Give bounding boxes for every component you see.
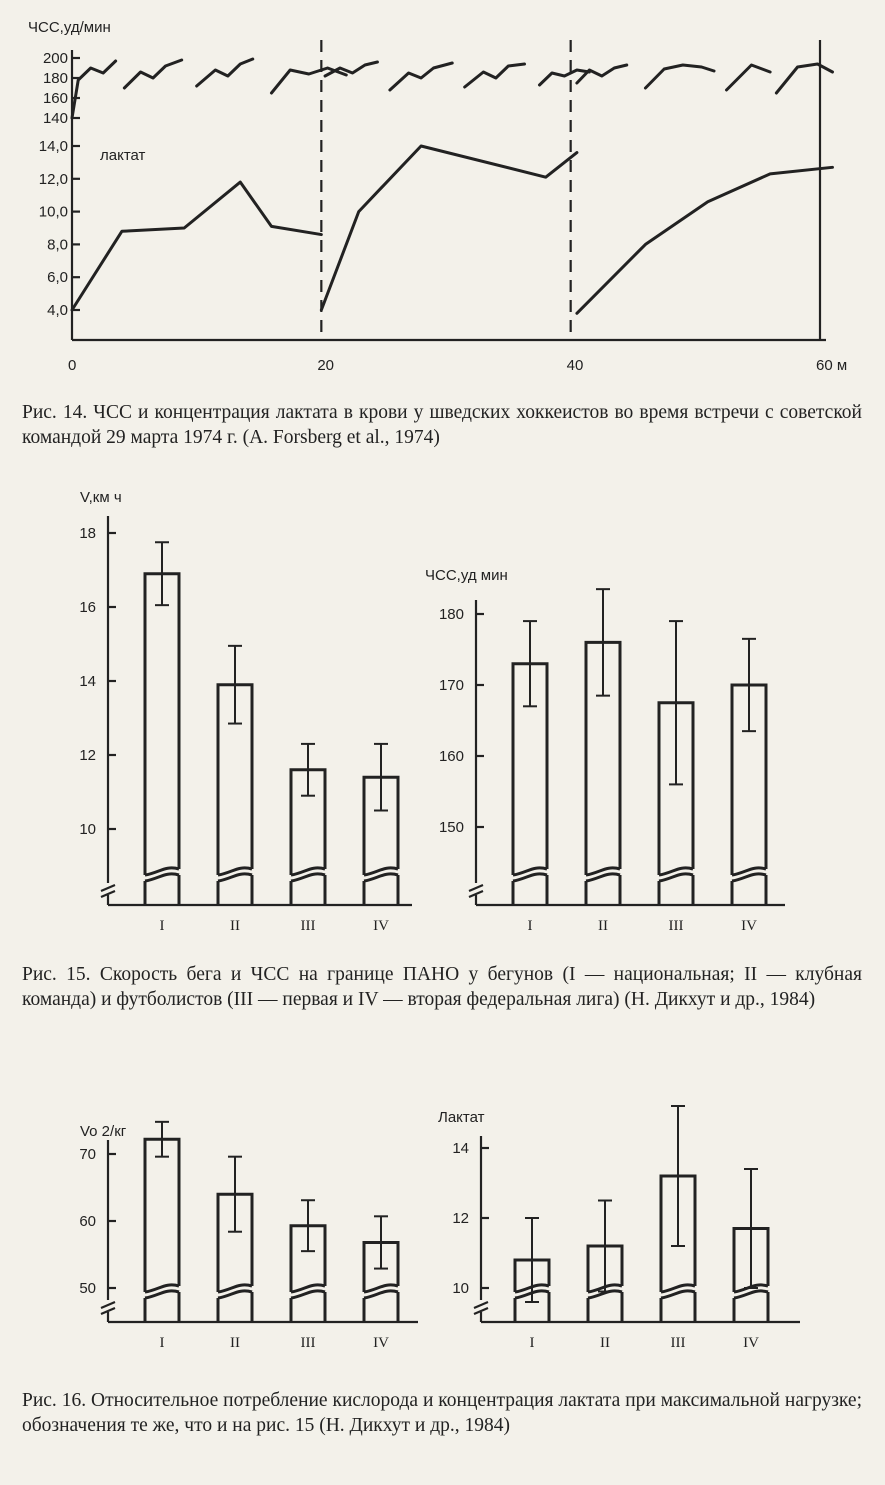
fig14-hr-segment xyxy=(727,65,771,90)
fig16-right-category-label: II xyxy=(600,1335,610,1351)
fig14-hr-segment xyxy=(124,60,181,88)
fig14-lactate-line xyxy=(577,167,833,313)
fig16-left-category-label: IV xyxy=(373,1335,389,1351)
fig15-right-y-tick-label: 160 xyxy=(438,748,464,765)
fig16-right-category-label: IV xyxy=(743,1335,759,1351)
fig15-left-y-tick-label: 14 xyxy=(79,673,96,690)
fig14-lactate-tick-label: 4,0 xyxy=(47,302,68,319)
fig15-right-category-label: I xyxy=(527,918,533,934)
fig15-right-y-tick-label: 180 xyxy=(438,606,464,623)
fig14-hr-axis-label: ЧСС,уд/мин xyxy=(28,19,111,36)
fig15-left-category-label: II xyxy=(230,918,240,934)
fig14-lactate-label: лактат xyxy=(100,147,146,164)
fig14-x-tick-label: 20 xyxy=(317,357,335,374)
fig14-hr-tick-label: 180 xyxy=(42,70,68,87)
fig14-hr-tick-label: 140 xyxy=(42,110,68,127)
fig14-hr-segment xyxy=(72,61,116,118)
fig16-left-y-tick-label: 70 xyxy=(79,1146,96,1163)
fig16-right-y-tick-label: 12 xyxy=(452,1210,469,1227)
fig15-left-y-tick-label: 16 xyxy=(79,599,96,616)
fig14-caption: Рис. 14. ЧСС и концентрация лактата в крови у шведских хоккеистов во время встречи с советской командой 29 марта 1974 г. (A. Forsberg et al., 1974) xyxy=(22,402,862,448)
fig16-left-y-tick-label: 60 xyxy=(79,1213,96,1230)
fig14-lactate-tick-label: 10,0 xyxy=(38,203,68,221)
fig14-x-tick-label: 0 xyxy=(68,357,77,374)
fig15-caption: Рис. 15. Скорость бега и ЧСС на границе ПАНО у бегунов (I — национальная; II — клубная команда) и футболистов (III — первая и IV — вторая федеральная лига) (Н. Дикхут и др., 1984) xyxy=(22,964,862,1010)
fig14-lactate-tick-label: 14,0 xyxy=(38,138,68,155)
fig16-right-axis-label: Лактат xyxy=(438,1109,485,1126)
fig16-left-category-label: III xyxy=(300,1335,316,1351)
fig15-right-category-label: III xyxy=(668,918,684,934)
fig15-left-y-tick-label: 18 xyxy=(79,525,96,542)
fig15-left-y-tick-label: 10 xyxy=(79,821,96,838)
fig16-left-category-label: II xyxy=(230,1335,240,1351)
fig14-hr-segment xyxy=(465,64,525,87)
fig14-chart xyxy=(0,0,885,395)
fig15-left-category-label: I xyxy=(159,918,165,934)
fig14-lactate-tick-label: 12,0 xyxy=(38,170,68,188)
fig16-chart xyxy=(0,1090,885,1390)
fig14-hr-segment xyxy=(577,65,627,83)
fig16-caption: Рис. 16. Относительное потребление кислорода и концентрация лактата при максимальной нагрузке; обозначения те же, что и на рис. 15 (Н. Дикхут и др., 1984) xyxy=(22,1390,862,1436)
fig14-lactate-line xyxy=(321,146,577,310)
fig14-x-tick-label: 60 м xyxy=(816,357,848,374)
fig16-left-category-label: I xyxy=(159,1335,165,1351)
fig15-right-category-label: IV xyxy=(741,918,757,934)
fig15-left-bar-I xyxy=(145,574,179,875)
fig16-right-y-tick-label: 14 xyxy=(452,1140,469,1157)
fig16-left-axis-label: Vo 2/кг xyxy=(80,1123,127,1140)
fig15-left-category-label: III xyxy=(300,918,316,934)
fig14-hr-segment xyxy=(776,64,832,93)
fig15-left-category-label: IV xyxy=(373,918,389,934)
fig14-x-tick-label: 40 xyxy=(566,357,584,374)
fig16-left-y-tick-label: 50 xyxy=(79,1280,96,1297)
fig15-left-y-tick-label: 12 xyxy=(79,747,96,764)
fig15-right-y-tick-label: 150 xyxy=(438,819,464,836)
fig14-lactate-tick-label: 8,0 xyxy=(47,236,68,254)
fig15-right-category-label: II xyxy=(598,918,608,934)
fig14-hr-segment xyxy=(645,65,714,88)
fig16-right-y-tick-label: 10 xyxy=(452,1280,469,1297)
fig16-right-category-label: I xyxy=(529,1335,535,1351)
fig14-hr-segment xyxy=(197,59,253,86)
fig14-hr-tick-label: 200 xyxy=(42,50,68,67)
fig16-left-bar-I xyxy=(145,1139,179,1292)
fig15-right-axis-label: ЧСС,уд мин xyxy=(425,567,508,584)
fig16-right-category-label: III xyxy=(670,1335,686,1351)
fig15-right-y-tick-label: 170 xyxy=(438,677,464,694)
fig14-hr-tick-label: 160 xyxy=(42,90,68,107)
fig15-left-axis-label: V,км ч xyxy=(80,489,122,506)
fig14-lactate-tick-label: 6,0 xyxy=(47,269,68,287)
fig14-hr-segment xyxy=(390,63,452,90)
fig15-chart xyxy=(0,480,885,940)
fig14-lactate-line xyxy=(72,182,321,310)
